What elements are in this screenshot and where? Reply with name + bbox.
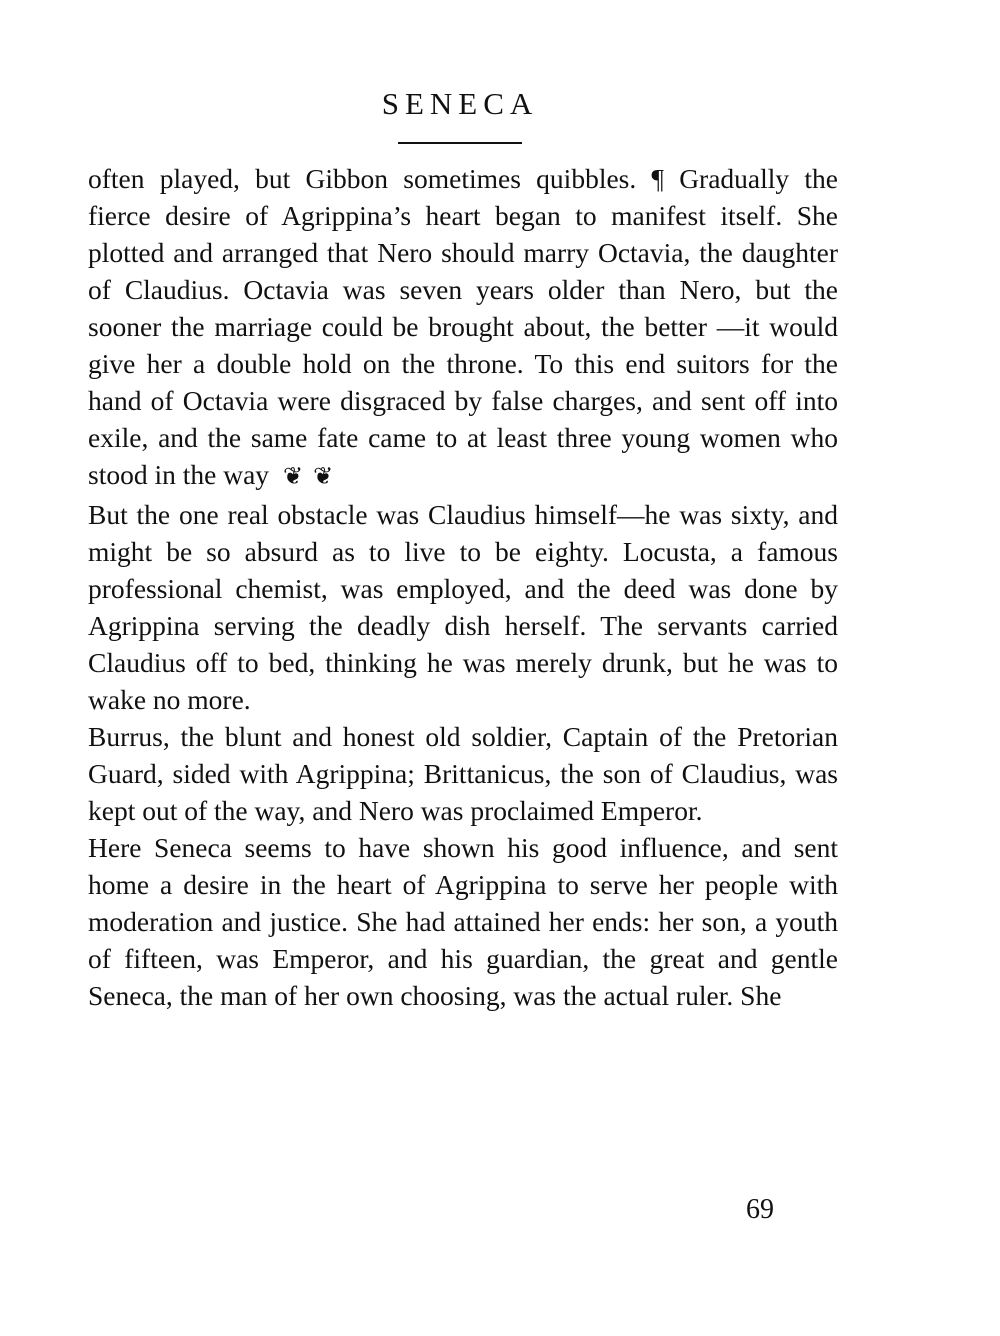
paragraph-1-text: often played, but Gibbon sometimes quibbles. ¶ Gradually the fierce desire of Agrippina’s heart began to manifest itself. She plotted and arranged that Nero should marry Octavia, the daughter of Claudius. Octavia was seven years older than Nero, but the sooner the marriage could be brought about, the better —it would give her a double hold on the throne. To this end suitors for the hand of Octavia were disgraced by false charges, and sent off into exile, and the same fate came to at least three young women who stood in the way (88, 163, 838, 490)
body-text (88, 160, 838, 1014)
running-head: SENECA (381, 86, 539, 121)
ornament-icon: ❦❦ (283, 464, 344, 490)
paragraph-4: Here Seneca seems to have shown his good influence, and sent home a desire in the heart of Agrippina to serve her people with moderation and justice. She had attained her ends: her son, a youth of fifteen, was Emperor, and his guardian, the great and gentle Seneca, the man of her own choosing, was the actual ruler. She (88, 832, 838, 1011)
paragraph-1 (88, 160, 838, 496)
head-rule (398, 142, 522, 144)
paragraph-3: Burrus, the blunt and honest old soldier, Captain of the Pretorian Guard, sided with Agrippina; Brittanicus, the son of Claudius, was kept out of the way, and Nero was proclaimed Emperor. (88, 721, 838, 826)
page-number: 69 (746, 1194, 774, 1225)
paragraph-2: But the one real obstacle was Claudius himself—he was sixty, and might be so absurd as to live to be eighty. Locusta, a famous professional chemist, was employed, and the deed was done by Agrippina serving the deadly dish herself. The servants carried Claudius off to bed, thinking he was merely drunk, but he was to wake no more. (88, 499, 838, 715)
